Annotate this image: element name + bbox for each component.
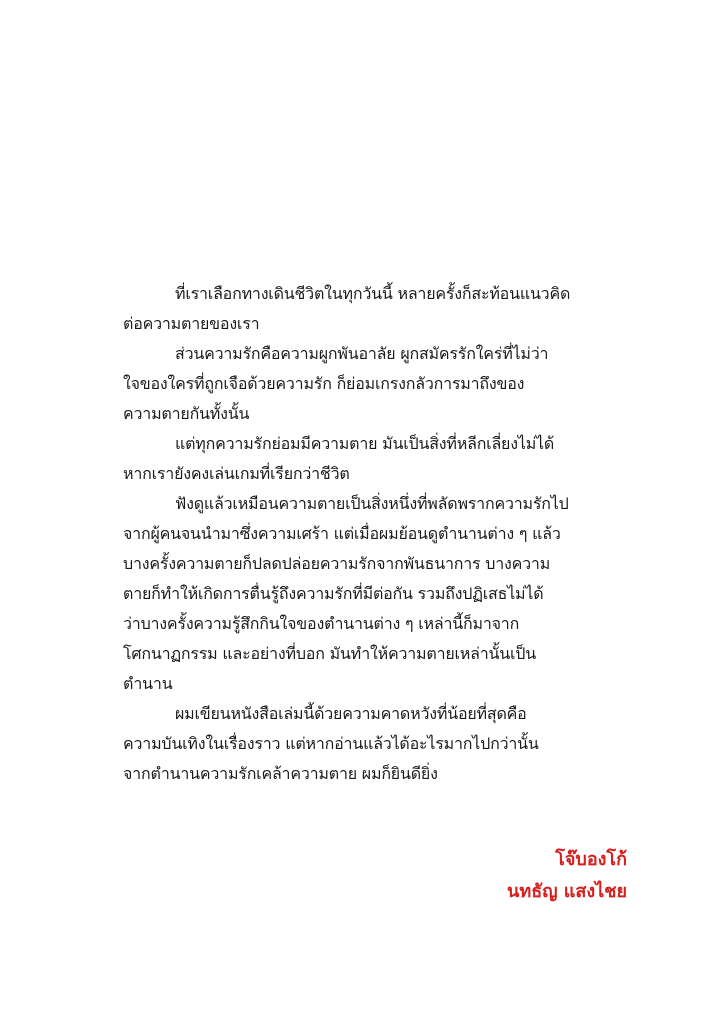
text-line: ความบันเทิงในเรื่องราว แต่หากอ่านแล้วได้อะไรมากไปกว่านั้น [123, 734, 539, 753]
text-line: บางครั้งความตายก็ปลดปล่อยความรักจากพันธนาการ บางความ [123, 554, 551, 573]
author-real-name: นทธัญ แสงไชย [507, 881, 627, 902]
text-line: ที่เราเลือกทางเดินชีวิตในทุกวันนี้ หลายครั้งก็สะท้อนแนวคิด [175, 284, 571, 303]
text-line: ตายก็ทำให้เกิดการตื่นรู้ถึงความรักที่มีต่อกัน รวมถึงปฏิเสธไม่ได้ [123, 584, 544, 603]
text-line: ต่อความตายของเรา [123, 314, 260, 333]
text-line: ส่วนความรักคือความผูกพันอาลัย ผูกสมัครรักใคร่ที่ไม่ว่า [175, 344, 549, 363]
text-line: ว่าบางครั้งความรู้สึกกินใจของตำนานต่าง ๆ เหล่านี้ก็มาจาก [123, 614, 520, 633]
text-line: จากตำนานความรักเคล้าความตาย ผมก็ยินดียิ่ง [123, 764, 438, 783]
text-line: ความตายกันทั้งนั้น [123, 404, 250, 423]
text-line: ฟังดูแล้วเหมือนความตายเป็นสิ่งหนึ่งที่พลัดพรากความรักไป [175, 494, 569, 513]
text-line: โศกนาฏกรรม และอย่างที่บอก มันทำให้ความตายเหล่านั้นเป็น [123, 644, 536, 663]
text-line: แต่ทุกความรักย่อมมีความตาย มันเป็นสิ่งที่หลีกเลี่ยงไม่ได้ [175, 434, 555, 453]
text-line: ตำนาน [123, 674, 173, 693]
text-line: หากเรายังคงเล่นเกมที่เรียกว่าชีวิต [123, 464, 350, 483]
text-line: ใจของใครที่ถูกเจือด้วยความรัก ก็ย่อมเกรงกลัวการมาถึงของ [123, 374, 525, 393]
text-line: ผมเขียนหนังสือเล่มนี้ด้วยความคาดหวังที่น้อยที่สุดคือ [175, 704, 527, 723]
author-signature [507, 844, 627, 908]
preface-text [123, 279, 629, 789]
author-pen-name: โจ๊บองโก้ [555, 849, 627, 870]
text-line: จากผู้คนจนนำมาซึ่งความเศร้า แต่เมื่อผมย้อนดูตำนานต่าง ๆ แล้ว [123, 524, 561, 543]
